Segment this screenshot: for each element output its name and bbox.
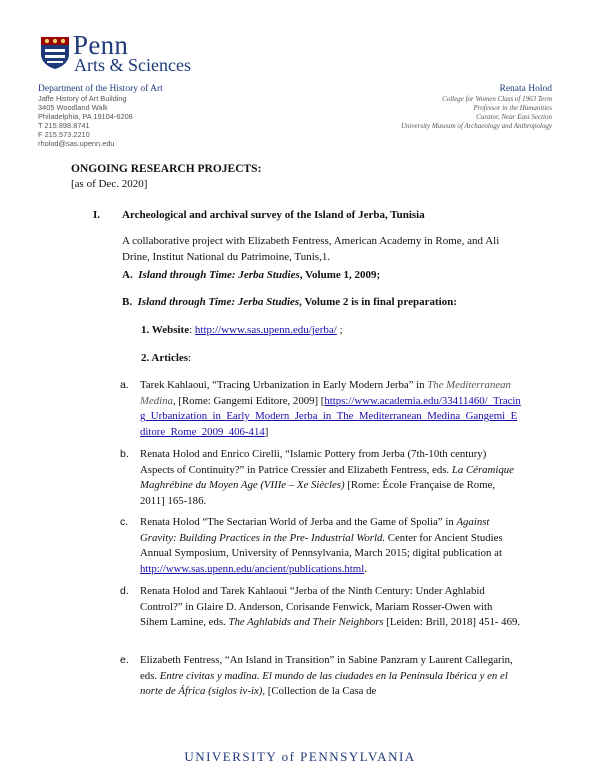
item-text: Tarek Kahlaoui, “Tracing Urbanization in Early Modern Jerba” in: [140, 379, 428, 391]
list-marker: d.: [120, 585, 129, 597]
item-text: [Leiden: Brill, 2018] 451- 469.: [383, 616, 521, 628]
volume-detail: , Volume 1, 2009;: [299, 269, 381, 281]
list-item: [122, 515, 522, 577]
item-text: [Rome: École Française de Rome, 2011] 165-186.: [140, 479, 496, 507]
list-marker: b.: [120, 448, 129, 460]
articles-colon: :: [188, 352, 192, 364]
website-link[interactable]: http://www.sas.upenn.edu/jerba/: [194, 324, 337, 336]
logo-subtitle: Arts & Sciences: [74, 55, 191, 75]
articles-label: 2. Articles: [141, 352, 189, 364]
section-title: Archeological and archival survey of the Island of Jerba, Tunisia: [122, 209, 425, 221]
list-marker: e.: [120, 654, 129, 666]
list-item: [122, 584, 522, 631]
item-text: Elizabeth Fentress, “An Island in Transition” in Sabine Panzram y Laurent Callegarin, eds.: [140, 654, 513, 682]
dept-line: 3405 Woodland Walk: [38, 102, 108, 112]
volume-detail: , Volume 2 is in final preparation:: [299, 296, 457, 308]
as-of-date: [as of Dec. 2020]: [71, 178, 148, 190]
list-item: [122, 447, 522, 509]
dept-line: T 215.898.8741: [38, 120, 90, 130]
person-title: Professor in the Humanities: [473, 103, 552, 112]
list-marker: A.: [122, 269, 133, 281]
department-address: [38, 84, 163, 148]
articles-heading: [141, 352, 191, 364]
footer-wordmark: UNIVERSITY of PENNSYLVANIA: [184, 749, 416, 764]
volume-1-entry: [122, 269, 380, 281]
item-title: The Mediterranean Medina: [140, 379, 511, 407]
dept-line: Department of the History of Art: [38, 84, 163, 94]
person-title: College for Women Class of 1963 Term: [442, 95, 552, 103]
item-text: Renata Holod “The Sectarian World of Jerba and the Game of Spolia” in: [140, 516, 457, 528]
dept-line: Philadelphia, PA 19104-6208: [38, 111, 133, 121]
website-entry: [141, 324, 343, 336]
item-title: Against Gravity: Building Practices in the Pre- Industrial World.: [140, 516, 490, 544]
list-marker: c.: [120, 516, 129, 528]
person-block: [401, 84, 552, 131]
section-number: I.: [93, 209, 101, 221]
page-heading: ONGOING RESEARCH PROJECTS:: [71, 163, 262, 175]
item-link[interactable]: https://www.academia.edu/33411460/_Tracing_Urbanization_in_Early_Modern_Jerba_in_The_Mediterranean_Medina_Gangemi_Editore_Rome_2009_406-414: [140, 394, 521, 438]
list-marker: B.: [122, 296, 133, 308]
item-text: Center for Ancient Studies Annual Symposium, University of Pennsylvania, March 2015; digital publication at: [140, 531, 503, 559]
website-sep: :: [189, 324, 195, 336]
item-text: .: [364, 562, 367, 575]
item-title: The Aghlabids and Their Neighbors: [228, 616, 384, 628]
volume-title: Island through Time: Jerba Studies: [138, 269, 300, 281]
item-text: Renata Holod and Enrico Cirelli, “Islamic Pottery from Jerba (7th-10th century) Aspects of Continuity?” in Patrice Cressier and Elizabeth Fentress, eds.: [140, 448, 487, 476]
volume-2-entry: [122, 296, 457, 308]
dept-line: Jaffe History of Art Building: [38, 94, 127, 103]
person-title: University Museum of Archaeology and Anthropology: [400, 121, 552, 130]
dept-line: F 215.573.2210: [38, 129, 90, 139]
list-marker: a.: [120, 379, 129, 391]
item-text: Renata Holod and Tarek Kahlaoui “Jerba of the Ninth Century: Under Aghlabid Control?” in Glaire D. Anderson, Corisande Fenwick, Mariam Rosser-Owen with Sihem Lamine, eds.: [140, 585, 493, 628]
list-item: [122, 653, 522, 700]
list-item: [122, 378, 522, 440]
item-text: ]: [264, 425, 269, 438]
website-tail: ;: [336, 324, 343, 336]
volume-title: Island through Time: Jerba Studies: [137, 296, 300, 308]
item-text: , [Rome: Gangemi Editore, 2009] [: [172, 394, 325, 407]
item-link[interactable]: http://www.sas.upenn.edu/ancient/publications.html: [140, 562, 365, 575]
website-label: 1. Website: [141, 324, 190, 336]
item-title: Entre civitas y madīna. El mundo de las ciudades en la Península Ibérica y en el norte de África (siglos iv-ix),: [140, 669, 508, 697]
person-title: Curator, Near East Section: [476, 112, 552, 121]
logo-name: Penn: [73, 30, 129, 60]
dept-email: rholod@sas.upenn.edu: [38, 138, 115, 148]
person-name: Renata Holod: [499, 84, 552, 94]
item-title: La Céramique Maghrébine du Moyen Age (VIIIe – Xe Siècles): [140, 463, 514, 491]
item-text: [Collection de la Casa de: [265, 685, 377, 697]
intro-paragraph: A collaborative project with Elizabeth Fentress, American Academy in Rome, and Ali Drine, Institut National du Patrimoine, Tunis,1.: [122, 235, 500, 263]
penn-shield-icon: [40, 36, 70, 70]
